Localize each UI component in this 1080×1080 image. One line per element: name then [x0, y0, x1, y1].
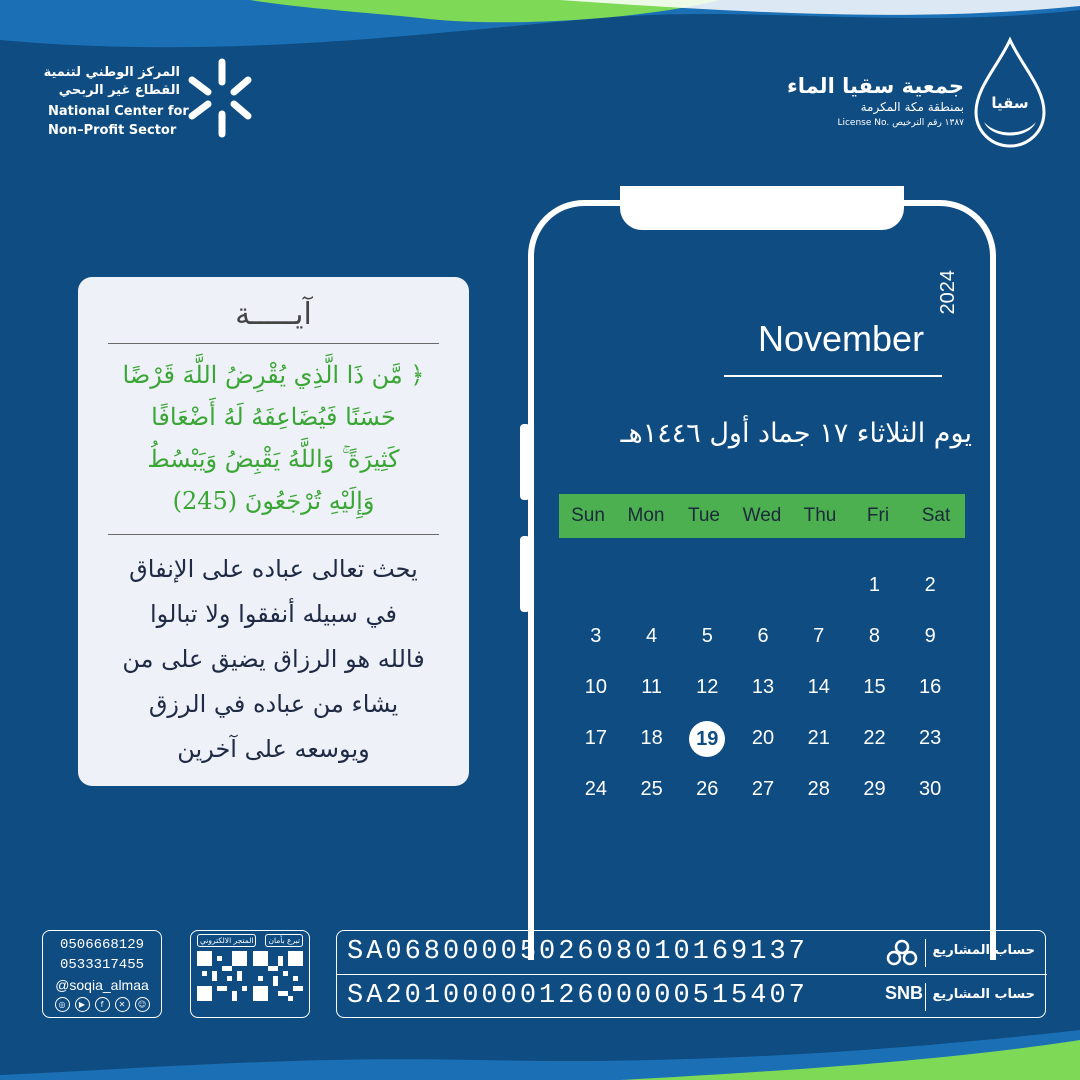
- calendar-day: 3: [590, 625, 602, 647]
- calendar-day: 16: [919, 676, 942, 698]
- phone-notch: [620, 186, 904, 230]
- divider: [108, 534, 439, 535]
- calendar-year: 2024: [937, 270, 959, 315]
- calendar-day: 22: [863, 727, 886, 749]
- social-handle[interactable]: @soqia_almaa: [55, 977, 149, 993]
- calendar-day: 23: [919, 727, 942, 749]
- svg-text:سقيا: سقيا: [991, 94, 1029, 112]
- calendar-week-row: [568, 764, 958, 815]
- qr-code-icon[interactable]: [253, 951, 303, 1001]
- divider: [108, 343, 439, 344]
- account-label: حساب المشاريع: [932, 987, 1035, 1002]
- verse-card: [78, 277, 469, 786]
- calendar-day: 5: [701, 625, 713, 647]
- facebook-icon[interactable]: f: [95, 997, 110, 1012]
- ncnp-name-en: National Center for Non–Profit Sector: [48, 104, 189, 138]
- calendar-month: November: [758, 318, 925, 359]
- weekday-label: Fri: [866, 505, 890, 526]
- divider: [925, 983, 926, 1011]
- qr-box: [190, 930, 310, 1018]
- calendar-grid: [568, 560, 958, 815]
- calendar-day: 2: [924, 574, 936, 596]
- water-drop-icon: [970, 36, 1050, 151]
- calendar-day: 8: [868, 625, 881, 647]
- qr-code-icon[interactable]: [197, 951, 247, 1001]
- calendar-week-row: [568, 713, 958, 764]
- weekday-label: Mon: [627, 505, 665, 526]
- iban-number[interactable]: SA0680000502608010169137: [347, 937, 808, 967]
- ncnp-star-icon: [184, 58, 254, 138]
- calendar-day: 12: [696, 676, 719, 698]
- bank-accounts: [336, 930, 1046, 1018]
- weekday-label: Sun: [571, 505, 605, 526]
- bottom-wave-decoration: [0, 1020, 1080, 1080]
- contact-box: [42, 930, 162, 1018]
- instagram-icon[interactable]: ◎: [55, 997, 70, 1012]
- social-icons: [47, 997, 157, 1012]
- youtube-icon[interactable]: ▶: [75, 997, 90, 1012]
- x-icon[interactable]: ✕: [115, 997, 130, 1012]
- calendar-day: 25: [640, 778, 663, 800]
- calendar-day: 1: [868, 574, 881, 596]
- calendar-week-row: [568, 611, 958, 662]
- quran-verse: ﴿ مَّن ذَا الَّذِي يُقْرِضُ اللَّهَ قَرْضًا حَسَنًا فَيُضَاعِفَهُ لَهُ أَضْعَافًا كَثِيرَةً ۚ وَاللَّهُ يَقْبِضُ وَيَبْسُطُ وَإِلَيْهِ تُرْجَعُونَ (245): [122, 361, 425, 515]
- calendar-day-today: 19: [679, 721, 735, 757]
- ncnp-name-ar: المركز الوطني لتنمية القطاع غير الربحي: [43, 65, 180, 98]
- calendar-day: 10: [584, 676, 607, 698]
- snapchat-icon[interactable]: ☺: [135, 997, 150, 1012]
- snb-logo: SNB: [885, 983, 924, 1003]
- calendar-day: 11: [641, 676, 662, 698]
- verse-title: آيـــــة: [235, 297, 312, 332]
- divider: [724, 375, 942, 377]
- weekday-label: Sat: [921, 505, 951, 526]
- soqia-license: License No. ١٣٨٧ رقم الترخيص: [837, 118, 964, 128]
- qr-label-store: المتجر الالكتروني: [197, 934, 256, 947]
- calendar-day: 7: [813, 625, 825, 647]
- weekday-label: Thu: [803, 505, 837, 526]
- calendar-day: 18: [640, 727, 663, 749]
- soqia-name: جمعية سقيا الماء: [786, 74, 964, 98]
- calendar-day: 20: [751, 727, 775, 749]
- calendar-day: 28: [807, 778, 830, 800]
- bank-account-row: [337, 931, 1047, 975]
- iban-number[interactable]: SA2010000012600000515407: [347, 981, 808, 1011]
- qr-label-donate: تبرع بأمان: [265, 934, 303, 947]
- weekday-label: Wed: [742, 505, 782, 526]
- hijri-date: يوم الثلاثاء ١٧ جماد أول ١٤٤٦هـ: [620, 418, 972, 449]
- bank-account-row: [337, 975, 1047, 1019]
- calendar-day: 30: [919, 778, 942, 800]
- soqia-region: بمنطقة مكة المكرمة: [860, 100, 964, 114]
- calendar-day: 13: [751, 676, 775, 698]
- soqia-logo: [786, 36, 1050, 156]
- weekday-header: [559, 494, 965, 538]
- weekday-label: Tue: [687, 505, 721, 526]
- divider: [925, 939, 926, 967]
- calendar-day: 21: [807, 727, 830, 749]
- calendar-day: 24: [584, 778, 607, 800]
- calendar-day: 9: [924, 625, 936, 647]
- phone-side-button: [520, 424, 530, 500]
- phone-number[interactable]: 0506668129: [59, 937, 144, 953]
- calendar-day: 29: [863, 778, 886, 800]
- calendar-week-row: [568, 560, 958, 611]
- account-label: حساب المشاريع: [932, 943, 1035, 958]
- calendar-day: 27: [751, 778, 775, 800]
- ncnp-logo: [43, 58, 256, 138]
- phone-number[interactable]: 0533317455: [59, 957, 144, 973]
- calendar-day: 4: [646, 625, 658, 647]
- calendar-day: 26: [696, 778, 719, 800]
- calendar-day: 14: [807, 676, 830, 698]
- calendar-week-row: [568, 662, 958, 713]
- calendar-day: 15: [863, 676, 886, 698]
- calendar-day: 17: [584, 727, 607, 749]
- alrajhi-bank-icon: [885, 939, 919, 967]
- phone-side-button: [520, 536, 530, 612]
- calendar-day: 6: [757, 625, 769, 647]
- verse-explanation: يحث تعالى عباده على الإنفاق في سبيله أنفقوا ولا تبالوا فالله هو الرزاق يضيق على من يشاء من عباده في الرزق ويوسعه على آخرين: [122, 555, 425, 763]
